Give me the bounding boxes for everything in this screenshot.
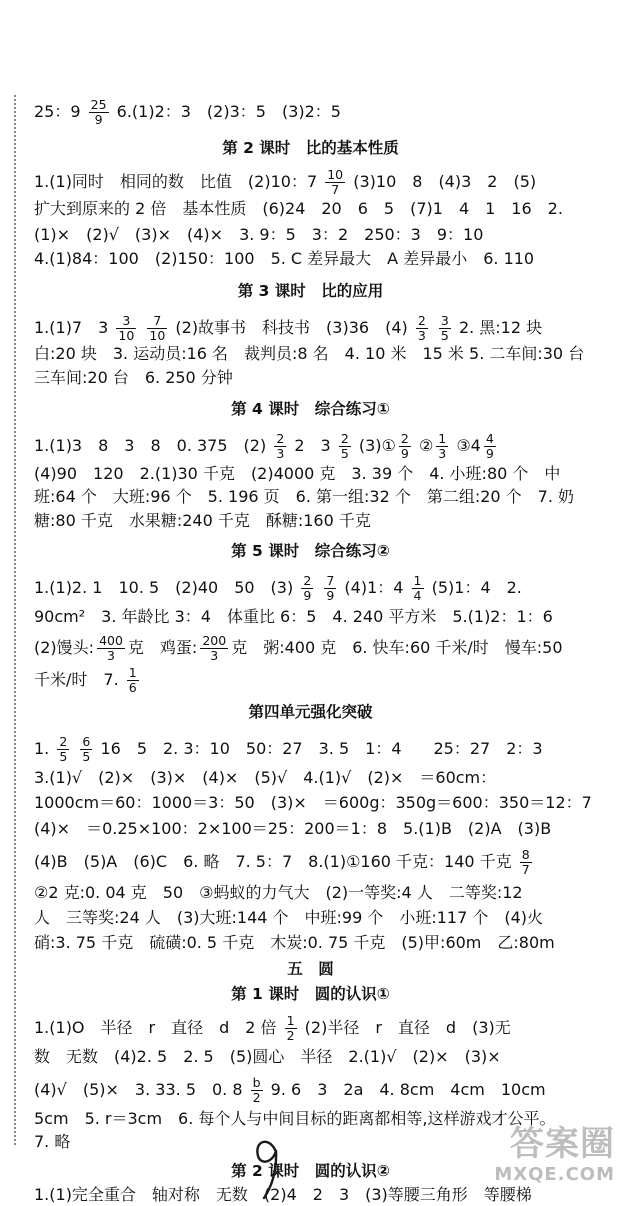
text-run: 6.(1)2：3 (2)3：5 (3)2：5 <box>116 102 341 121</box>
fraction <box>97 634 125 663</box>
numerator: 3 <box>116 314 136 329</box>
text-run: (2)半径 r 直径 d (3)无 <box>304 1018 511 1037</box>
fraction <box>325 168 345 197</box>
denominator: 3 <box>438 446 447 461</box>
fraction <box>439 314 451 343</box>
watermark-title: 答案圈 <box>510 1124 615 1164</box>
watermark-logo <box>473 1124 615 1194</box>
text-line: 白:20 块 3. 运动员:16 名 裁判员:8 名 4. 10 米 15 米 5. 二车间:30 台 <box>34 344 585 363</box>
fraction <box>339 432 351 461</box>
numerator: 1 <box>286 1013 295 1028</box>
numerator: 4 <box>485 431 494 446</box>
text-line: 扩大到原来的 2 倍 基本性质 (6)24 20 6 5 (7)1 4 1 16 2. <box>34 199 563 218</box>
section-heading-unit4: 第四单元强化突破 <box>248 703 373 721</box>
section-heading-lesson1-circle: 第 1 课时 圆的认识① <box>231 985 390 1003</box>
fraction <box>412 574 424 603</box>
denominator: 5 <box>340 446 349 461</box>
text-run: 千米/时 7. <box>34 670 119 689</box>
fraction <box>301 574 313 603</box>
text-run: 1.(1)O 半径 r 直径 d 2 倍 <box>34 1018 277 1037</box>
text-run: ③ <box>456 436 471 455</box>
fraction <box>147 314 167 343</box>
text-run: 25：9 <box>34 102 81 121</box>
numerator: 1 <box>128 665 137 680</box>
text-line: 7. 略 <box>34 1132 71 1151</box>
text-run: 2. 黑:12 块 <box>458 318 543 337</box>
text-line: (1)× (2)√ (3)× (4)× 3. 9：5 3：2 250：3 9：10 <box>34 225 484 244</box>
denominator: 5 <box>440 328 449 343</box>
numerator: 2 <box>303 573 312 588</box>
text-line <box>34 1014 597 1043</box>
section-heading-lesson5: 第 5 课时 综合练习② <box>231 542 390 560</box>
denominator: 7 <box>521 862 530 877</box>
fraction <box>80 735 92 764</box>
fraction <box>324 574 336 603</box>
numerator: 2 <box>340 431 349 446</box>
denominator: 3 <box>210 648 219 663</box>
text-line <box>34 98 597 127</box>
fraction <box>89 98 109 127</box>
whole-part: 4 <box>470 436 481 455</box>
denominator: 10 <box>118 328 135 343</box>
numerator: 3 <box>440 313 449 328</box>
denominator: 9 <box>94 112 103 127</box>
numerator: 2 <box>59 734 68 749</box>
numerator: 2 <box>276 431 285 446</box>
denominator: 3 <box>276 446 285 461</box>
text-line: 3.(1)√ (2)× (3)× (4)× (5)√ 4.(1)√ (2)× ＝60cm： <box>34 768 497 787</box>
text-line <box>34 634 597 663</box>
text-line: 1000cm＝60：1000＝3：50 (3)× ＝600g：350g＝600：350＝12：7 <box>34 793 592 812</box>
text-run: 克 粥:400 克 6. 快车:60 千米/时 慢车:50 <box>231 638 563 657</box>
denominator: 9 <box>400 446 409 461</box>
fraction <box>251 1076 263 1105</box>
fraction <box>285 1014 297 1043</box>
text-run: (3)① <box>358 436 396 455</box>
numerator: 25 <box>90 97 107 112</box>
fraction <box>520 848 532 877</box>
text-line <box>34 168 597 197</box>
fraction <box>57 735 69 764</box>
text-line <box>34 314 597 343</box>
text-line: 数 无数 (4)2. 5 2. 5 (5)圆心 半径 2.(1)√ (2)× (3)× <box>34 1047 501 1066</box>
text-run: (2)故事书 科技书 (3)36 (4) <box>175 318 408 337</box>
text-run: (2)馒头: <box>34 638 95 657</box>
text-run: (4)√ (5)× 3. 33. 5 0. 8 <box>34 1080 243 1099</box>
denominator: 3 <box>107 648 115 663</box>
text-run: (4)B (5)A (6)C 6. 略 7. 5：7 8.(1)①160 千克：140 千克 <box>34 852 512 871</box>
numerator: 1 <box>438 431 447 446</box>
text-line <box>34 848 597 877</box>
denominator: 6 <box>128 680 137 695</box>
section-heading-unit5: 五 圆 <box>287 960 334 978</box>
text-run: 1.(1)2. 1 10. 5 (2)40 50 (3) <box>34 578 294 597</box>
numerator: 7 <box>326 573 335 588</box>
fraction <box>116 314 136 343</box>
text-run: 1. <box>34 739 50 758</box>
numerator: 400 <box>99 633 123 648</box>
text-line: 人 三等奖:24 人 (3)大班:144 个 中班:99 个 小班:117 个 (4)火 <box>34 908 544 927</box>
denominator: 4 <box>413 588 422 603</box>
text-line <box>34 1076 597 1105</box>
numerator: 6 <box>82 734 91 749</box>
text-run: 9. 6 3 2a 4. 8cm 4cm 10cm <box>270 1080 546 1099</box>
text-run: 1.(1)同时 相同的数 比值 (2)10：7 <box>34 172 318 191</box>
numerator: 2 <box>417 313 426 328</box>
text-line: 5cm 5. r＝3cm 6. 每个人与中间目标的距离都相等,这样游戏才公平。 <box>34 1109 556 1128</box>
handwritten-page-number <box>250 1130 290 1200</box>
fraction <box>399 432 411 461</box>
text-line: ②2 克:0. 04 克 50 ③蚂蚁的力气大 (2)一等奖:4 人 二等奖:12 <box>34 883 523 902</box>
text-line: 4.(1)84：100 (2)150：100 5. C 差异最大 A 差异最小 6. 110 <box>34 249 535 268</box>
denominator: 7 <box>331 182 340 197</box>
text-line: 三车间:20 台 6. 250 分钟 <box>34 368 233 387</box>
text-run: 2 3 <box>294 436 331 455</box>
text-run: 1.(1)7 3 <box>34 318 109 337</box>
section-heading-lesson2: 第 2 课时 比的基本性质 <box>222 139 399 157</box>
section-heading-lesson4: 第 4 课时 综合练习① <box>231 400 390 418</box>
text-line <box>34 735 597 764</box>
mixed-number <box>471 432 499 461</box>
text-line: 1.(1)完全重合 轴对称 无数 (2)4 2 3 (3)等腰三角形 等腰梯 <box>34 1185 532 1204</box>
numerator: 7 <box>147 314 167 329</box>
text-run: (3)10 8 (4)3 2 (5) <box>353 172 537 191</box>
section-heading-lesson3: 第 3 课时 比的应用 <box>237 282 384 300</box>
text-line: 硝:3. 75 千克 硫磺:0. 5 千克 木炭:0. 75 千克 (5)甲:60m 乙:80m <box>34 933 555 952</box>
text-run: (4)1：4 <box>344 578 404 597</box>
text-run: ② <box>418 436 434 455</box>
text-line: 糖:80 千克 水果糖:240 千克 酥糖:160 千克 <box>34 511 371 530</box>
text-line <box>34 666 597 695</box>
numerator: 10 <box>327 167 344 182</box>
numerator: 1 <box>413 573 422 588</box>
numerator: b <box>251 1076 263 1091</box>
denominator: 10 <box>149 328 166 343</box>
numerator: 8 <box>521 847 530 862</box>
watermark-url: MXQE.COM <box>494 1164 615 1185</box>
section-heading-lesson2-circle: 第 2 课时 圆的认识② <box>231 1162 390 1180</box>
text-line <box>34 432 597 461</box>
numerator: 2 <box>400 431 409 446</box>
fraction <box>436 432 448 461</box>
fraction <box>200 634 228 663</box>
numerator: 200 <box>202 633 227 648</box>
denominator: 9 <box>326 588 335 603</box>
denominator: 3 <box>417 328 426 343</box>
fraction <box>416 314 428 343</box>
text-line: 班:64 个 大班:96 个 5. 196 页 6. 第一组:32 个 第二组:20 个 7. 奶 <box>34 487 575 506</box>
text-line: (4)90 120 2.(1)30 千克 (2)4000 克 3. 39 个 4. 小班:80 个 中 <box>34 464 561 483</box>
text-run: 16 5 2. 3：10 50：27 3. 5 1：4 25：27 2：3 <box>100 739 543 758</box>
text-line <box>34 574 597 603</box>
fraction <box>274 432 286 461</box>
text-run: (5)1：4 2. <box>431 578 522 597</box>
denominator: 9 <box>303 588 312 603</box>
denominator: 5 <box>59 749 68 764</box>
text-line: (4)× ＝0.25×100：2×100＝25：200＝1：8 5.(1)B (2)A (3)B <box>34 819 552 838</box>
denominator: 9 <box>485 446 494 461</box>
fraction <box>484 432 496 461</box>
text-run: 克 鸡蛋: <box>127 638 198 657</box>
denominator: 5 <box>82 749 91 764</box>
denominator: 2 <box>286 1028 295 1043</box>
text-line: 90cm² 3. 年龄比 3：4 体重比 6：5 4. 240 平方米 5.(1)2：1：6 <box>34 607 553 626</box>
denominator: 2 <box>252 1090 261 1105</box>
text-run: 1.(1)3 8 3 8 0. 375 (2) <box>34 436 267 455</box>
fraction <box>127 666 139 695</box>
